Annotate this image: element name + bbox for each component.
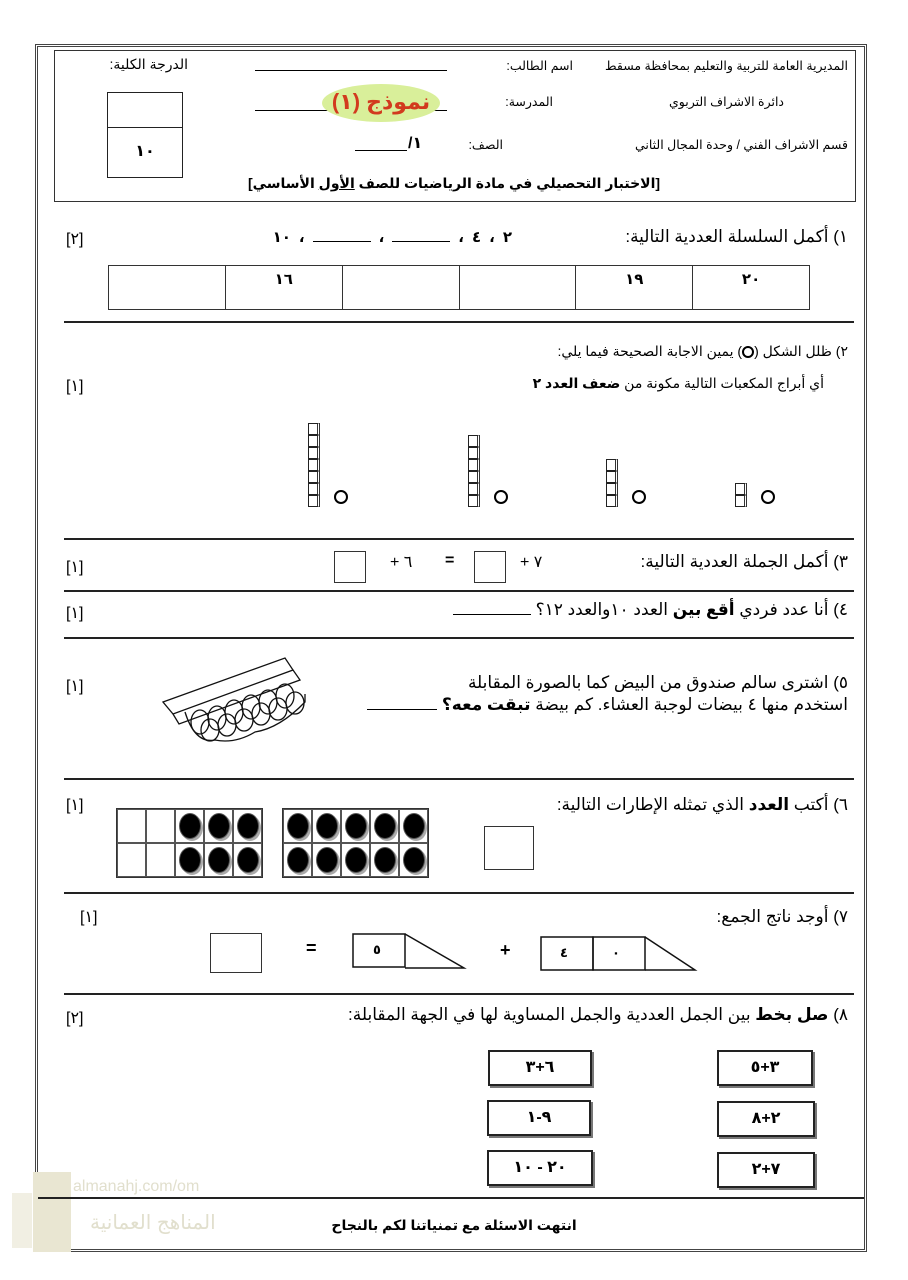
counter-dot	[237, 813, 259, 839]
q7-text	[717, 907, 848, 927]
counter-dot	[179, 847, 201, 873]
cube-tower	[606, 459, 621, 507]
answer-circle-option[interactable]	[494, 490, 508, 504]
ten-frame-cell	[283, 843, 312, 877]
section-text: قسم الاشراف الفني / وحدة المجال الثاني	[634, 138, 848, 152]
q4-marks: [١]	[66, 605, 84, 622]
egg-carton-illustration	[155, 652, 335, 747]
cube	[308, 471, 320, 483]
ten-frame-cell	[370, 843, 399, 877]
divider	[38, 1197, 864, 1199]
cube	[308, 483, 320, 495]
divider	[64, 321, 854, 323]
q6-answer-box[interactable]	[484, 826, 534, 870]
q5-answer-field[interactable]	[367, 709, 437, 710]
counter-dot	[179, 813, 201, 839]
q8-marks: [٢]	[66, 1010, 84, 1027]
plus-sign: +	[390, 554, 400, 571]
divider	[64, 993, 854, 995]
grade-divider	[108, 127, 182, 128]
school-label: المدرسة:	[505, 95, 553, 109]
q2-marks: [١]	[66, 378, 84, 395]
directorate-text: المديرية العامة للتربية والتعليم بمحافظة مسقط	[605, 59, 848, 73]
circle-icon	[742, 346, 754, 358]
counter-dot	[316, 847, 338, 873]
divider	[64, 538, 854, 540]
q5-line1-text: اشترى سالم صندوق من البيض كما بالصورة المقابلة	[467, 673, 829, 692]
cube	[606, 459, 618, 471]
q4-text-after: العدد ١٠والعدد ١٢؟	[535, 600, 673, 619]
cube	[468, 483, 480, 495]
q1-number: ١)	[833, 227, 848, 246]
ten-frame-cell	[341, 843, 370, 877]
q3-left-expr	[520, 552, 542, 572]
cube	[468, 459, 480, 471]
watermark-logo	[33, 1172, 71, 1252]
q2-subtext	[533, 375, 824, 392]
q3-right-expr	[390, 552, 412, 572]
ten-frame-cell	[146, 809, 175, 843]
q7-number: ٧)	[833, 907, 848, 926]
table-cell: ١٦	[225, 266, 342, 310]
cube	[468, 435, 480, 447]
q5-line2-text: استخدم منها ٤ بيضات لوجبة العشاء. كم بيضة	[530, 695, 848, 714]
answer-circle-option[interactable]	[632, 490, 646, 504]
q6-marks: [١]	[66, 797, 84, 814]
class-value: ١/	[408, 135, 423, 152]
exam-title	[0, 175, 908, 192]
seq-item-5: ١٠	[272, 229, 291, 246]
answer-circle-option[interactable]	[761, 490, 775, 504]
cube	[308, 459, 320, 471]
q5-line2-bold: تبقت معه؟	[441, 695, 531, 714]
cube	[468, 447, 480, 459]
seq-sep: ،	[298, 229, 305, 246]
ten-frame-cell	[175, 809, 204, 843]
q6-text-before: أكتب	[789, 795, 829, 814]
ten-frame-cell	[312, 843, 341, 877]
counter-dot	[345, 813, 367, 839]
cube	[606, 471, 618, 483]
q7-label: أوجد ناتج الجمع:	[716, 907, 829, 926]
ten-frame-full	[282, 808, 429, 878]
department-text: دائرة الاشراف التربوي	[669, 95, 784, 109]
cube	[308, 495, 320, 507]
counter-dot	[403, 847, 425, 873]
q1-number-table	[108, 265, 810, 310]
q7-addend2-shape	[352, 932, 482, 972]
counter-dot	[403, 813, 425, 839]
counter-dot	[208, 847, 230, 873]
student-name-field[interactable]	[255, 70, 447, 71]
divider	[64, 892, 854, 894]
cube	[735, 495, 747, 507]
q2-text-before: ظلل الشكل (	[754, 343, 832, 359]
footer-message: انتهت الاسئلة مع تمنياتنا لكم بالنجاح	[331, 1217, 577, 1233]
exam-title-suffix: الأساسي]	[247, 175, 319, 191]
q3-left-addend: ٧	[533, 554, 543, 571]
table-cell: ١٩	[576, 266, 693, 310]
table-cell-blank[interactable]	[109, 266, 226, 310]
ten-frame-cell	[233, 809, 262, 843]
q8-number: ٨)	[833, 1005, 848, 1024]
q8-text	[348, 1005, 848, 1025]
cube	[308, 447, 320, 459]
q2-subtext-bold: ضعف العدد ٢	[532, 375, 621, 391]
q4-text	[453, 600, 848, 620]
cube	[468, 471, 480, 483]
equals-sign: =	[445, 552, 455, 569]
match-left-item[interactable]: ٢٠ - ١٠	[487, 1150, 593, 1186]
ten-frame-cell	[399, 843, 428, 877]
q7-addend1-digit-2: ٠	[612, 945, 620, 960]
q1-sequence	[232, 228, 512, 246]
grade-box	[107, 92, 183, 178]
q3-text	[641, 552, 849, 572]
q5-line1	[468, 673, 848, 693]
total-grade-value: ١٠	[135, 143, 155, 160]
cube-tower	[308, 423, 323, 507]
q7-answer-box[interactable]	[210, 933, 262, 973]
student-name-label: اسم الطالب:	[506, 59, 573, 73]
q4-number: ٤)	[833, 600, 848, 619]
q7-addend1-shape	[540, 932, 730, 972]
counter-dot	[374, 847, 396, 873]
table-cell-blank[interactable]	[459, 266, 576, 310]
cube	[308, 435, 320, 447]
q5-number: ٥)	[833, 673, 848, 692]
match-right-item[interactable]: ٣+٥	[717, 1050, 813, 1086]
ten-frame-cell	[312, 809, 341, 843]
exam-title-grade: الأول	[318, 175, 355, 191]
ten-frame-cell	[399, 809, 428, 843]
q3-right-addend: ٦	[403, 554, 413, 571]
cube	[468, 495, 480, 507]
q4-text-bold: أقع بين	[672, 600, 735, 619]
q2-text	[557, 343, 848, 360]
cube-tower	[735, 483, 750, 507]
q8-text-bold: صل بخط	[755, 1005, 829, 1024]
seq-blank-2[interactable]	[313, 241, 371, 242]
ten-frame-cell	[370, 809, 399, 843]
cube	[308, 423, 320, 435]
q1-text	[625, 227, 848, 247]
ten-frame-cell	[146, 843, 175, 877]
q8-text-after: بين الجمل العددية والجمل المساوية لها في الجهة المقابلة:	[348, 1005, 756, 1024]
watermark-url: almanahj.com/om	[73, 1178, 200, 1195]
watermark-name: المناهج العمانية	[90, 1212, 216, 1234]
ten-frame-cell	[117, 843, 146, 877]
match-right-item[interactable]: ٧+٢	[717, 1152, 815, 1188]
answer-circle-option[interactable]	[334, 490, 348, 504]
ten-frame-cell	[204, 809, 233, 843]
divider	[64, 778, 854, 780]
divider	[64, 637, 854, 639]
ten-frame-cell	[283, 809, 312, 843]
ten-frame-cell	[117, 809, 146, 843]
q3-answer-box-1[interactable]	[474, 551, 506, 583]
ten-frame-partial	[116, 808, 263, 878]
q1-label: أكمل السلسلة العددية التالية:	[625, 227, 829, 246]
q3-number: ٣)	[833, 552, 848, 571]
total-grade-label: الدرجة الكلية:	[109, 56, 188, 72]
q3-marks: [١]	[66, 559, 84, 576]
q7-addend2-digit: ٥	[373, 942, 381, 957]
class-label: الصف:	[468, 138, 503, 152]
cube	[606, 495, 618, 507]
q5-line2	[367, 695, 848, 715]
seq-sep: ،	[458, 229, 464, 246]
cube	[606, 483, 618, 495]
ten-frame-cell	[341, 809, 370, 843]
class-field[interactable]	[355, 150, 407, 151]
table-cell-blank[interactable]	[342, 266, 459, 310]
counter-dot	[287, 847, 309, 873]
sample-badge: نموذج (١)	[322, 84, 440, 122]
q4-text-before: أنا عدد فردي	[734, 600, 829, 619]
q7-marks: [١]	[80, 909, 98, 926]
match-left-item[interactable]: ٩-١	[487, 1100, 591, 1136]
exam-title-prefix: [الاختبار التحصيلي في مادة الرياضيات للصف	[354, 175, 661, 191]
q3-answer-box-2[interactable]	[334, 551, 366, 583]
seq-item-2: ٤	[471, 229, 482, 246]
q4-answer-field[interactable]	[453, 614, 531, 615]
ten-frame-cell	[204, 843, 233, 877]
counter-dot	[237, 847, 259, 873]
seq-sep: ،	[378, 229, 385, 246]
q2-subtext-plain: أي أبراج المكعبات التالية مكونة من	[620, 375, 824, 391]
counter-dot	[345, 847, 367, 873]
q7-addend1-digit-1: ٤	[560, 945, 568, 960]
cube	[735, 483, 747, 495]
q2-text-after: ) يمين الاجابة الصحيحة فيما يلي:	[557, 343, 743, 359]
ten-frame-cell	[175, 843, 204, 877]
match-right-item[interactable]: ٢+٨	[717, 1101, 815, 1137]
counter-dot	[374, 813, 396, 839]
plus-sign: +	[520, 554, 530, 571]
counter-dot	[287, 813, 309, 839]
equals-sign: =	[306, 938, 317, 958]
q6-text-after: الذي تمثله الإطارات التالية:	[556, 795, 749, 814]
q6-text-bold: العدد	[748, 795, 790, 814]
match-left-item[interactable]: ٦+٣	[488, 1050, 592, 1086]
q6-text	[557, 795, 848, 815]
counter-dot	[316, 813, 338, 839]
divider	[64, 590, 854, 592]
plus-sign: +	[500, 940, 511, 960]
q5-marks: [١]	[66, 678, 84, 695]
q6-number: ٦)	[833, 795, 848, 814]
seq-sep: ،	[489, 229, 495, 246]
seq-item-1: ٢	[502, 229, 512, 246]
q3-label: أكمل الجملة العددية التالية:	[640, 552, 829, 571]
seq-blank-1[interactable]	[392, 241, 450, 242]
ten-frame-cell	[233, 843, 262, 877]
counter-dot	[208, 813, 230, 839]
cube-tower	[468, 435, 483, 507]
q2-number: ٢)	[835, 343, 848, 359]
q1-marks: [٢]	[66, 231, 84, 248]
table-cell: ٢٠	[693, 266, 810, 310]
